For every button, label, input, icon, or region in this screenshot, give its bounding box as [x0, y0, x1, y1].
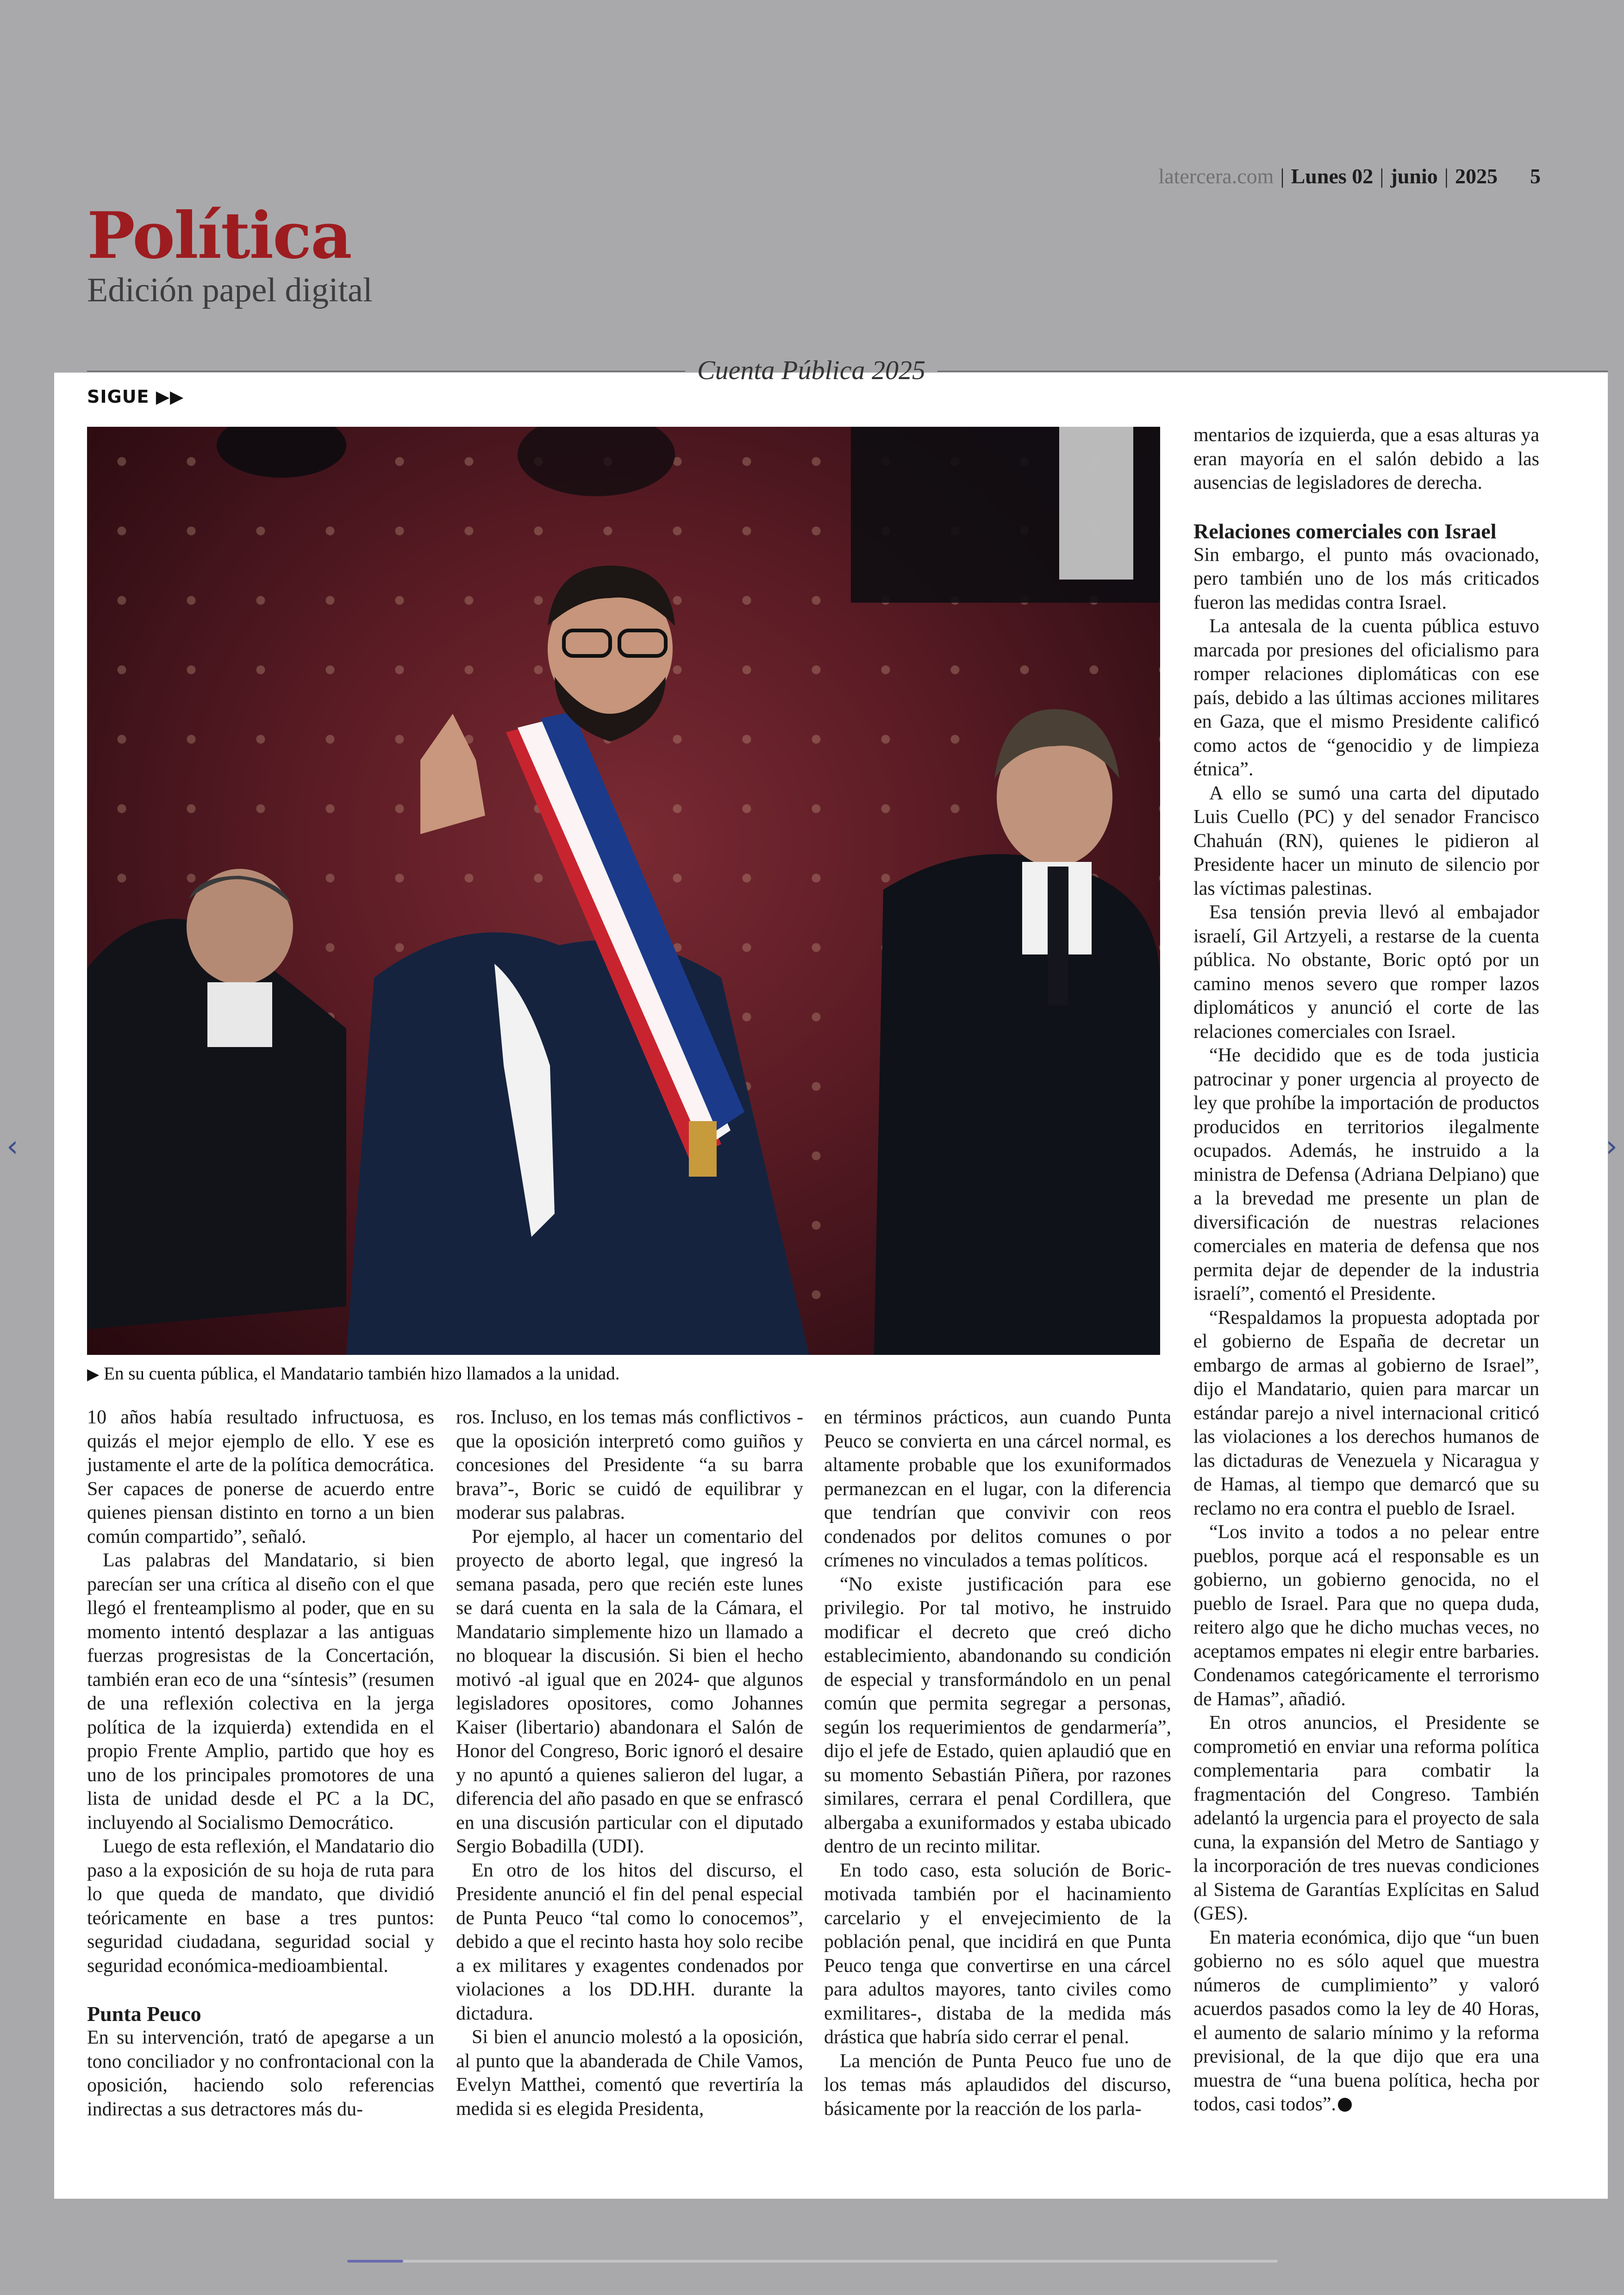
paragraph: en términos prácticos, aun cuando Punta Peuco se convierta en una cárcel normal, es altamente probable que los exuniformados permanezcan en el lugar, con la diferencia que tendrían que convivir con reos condenados por delitos comunes o por crímenes no vinculados a temas políticos. [824, 1407, 1171, 1571]
paragraph: En todo caso, esta solución de Boric-motivada también por el hacinamiento carcelario y el envejecimiento de la población penal, que incidirá en que Punta Peuco tenga que convertirse en una cárcel para adultos mayores, tanto civiles como exmilitares-, distaba de la medida más drástica que habría sido cerrar el penal. [824, 1859, 1171, 2048]
paragraph: “Respaldamos la propuesta adoptada por el gobierno de España de decretar un embargo de armas al gobierno de Israel”, dijo el Mandatario, quien para marcar un estándar parejo a nivel internacional criticó las violaciones a los derechos humanos de las dictaduras de Venezuela y Nicaragua y de Hamas, al tiempo que demarcó que su reclamo no era contra el pueblo de Israel. [1193, 1307, 1539, 1519]
paragraph: En otro de los hitos del discurso, el Presidente anunció el fin del penal especial de Punta Peuco “tal como lo conocemos”, debido a que el recinto hasta hoy solo recibe a ex militares y exagentes condenados por violaciones a los DD.HH. durante la dictadura. [456, 1859, 803, 2024]
paragraph: En otros anuncios, el Presidente se comprometió en enviar una reforma política complementaria para combatir la fragmentación del Congreso. También adelantó la urgencia para el proyecto de sala cuna, la expansión del Metro de Santiago y la incorporación de tres nuevas condiciones al Sistema de Garantías Explícitas en Salud (GES). [1193, 1712, 1539, 1924]
previous-page-button[interactable]: ‹ [6, 1129, 19, 1164]
photo-caption [87, 1363, 1160, 1384]
issue-month: junio [1390, 164, 1438, 188]
separator: | [1280, 164, 1285, 188]
section-title: Política [87, 198, 351, 273]
separator: | [1380, 164, 1384, 188]
paragraph [1193, 1926, 1539, 2117]
paragraph: Si bien el anuncio molestó a la oposición, al punto que la abanderada de Chile Vamos, Evelyn Matthei, comentó que revertiría la medida si es elegida Presidenta, [456, 2027, 803, 2120]
paragraph: En su intervención, trató de apegarse a un tono conciliador y no confrontacional con la oposición, haciendo solo referencias indirectas a sus detractores más du- [87, 2027, 434, 2120]
section-subtitle: Edición papel digital [87, 271, 373, 309]
paragraph: A ello se sumó una carta del diputado Luis Cuello (PC) y del senador Francisco Chahuán (RN), quienes le pidieron al Presidente hacer un minuto de silencio por las víctimas palestinas. [1193, 782, 1539, 899]
paragraph-text: En materia económica, dijo que “un buen gobierno no es sólo aquel que muestra números de cumplimiento” y valoró acuerdos pasados como la ley de 40 Horas, el aumento de salario mínimo y la reforma previsional, de la que dijo que era una muestra de “una buena política, hecha por todos, casi todos”. [1193, 1927, 1539, 2115]
paragraph: La mención de Punta Peuco fue uno de los temas más aplaudidos del discurso, básicamente por la reacción de los parla- [824, 2050, 1171, 2120]
spacer [87, 1978, 434, 2002]
site-name[interactable]: latercera.com [1158, 164, 1274, 188]
issue-header [1158, 160, 1541, 192]
subheading: Relaciones comerciales con Israel [1193, 519, 1497, 543]
issue-day: Lunes 02 [1291, 164, 1374, 188]
paragraph: “Los invito a todos a no pelear entre pueblos, porque acá el responsable es un gobierno, un gobierno genocida, no el pueblo de Israel. Para que no quepa duda, reitero algo que he dicho muchas veces, no aceptamos empates ni elegir entre barbaries. Condenamos categóricamente el terrorismo de Hamas”, añadió. [1193, 1522, 1539, 1710]
paragraph: ros. Incluso, en los temas más conflictivos -que la oposición interpretó como guiños y concesiones del Presidente “a su barra brava”-, Boric se cuidó de equilibrar y moderar sus palabras. [456, 1407, 803, 1523]
lead-photo [87, 427, 1160, 1355]
paragraph: mentarios de izquierda, que a esas alturas ya eran mayoría en el salón debido a las ausencias de legisladores de derecha. [1193, 424, 1539, 493]
page-number: 5 [1530, 164, 1541, 188]
paragraph: La antesala de la cuenta pública estuvo marcada por presiones del oficialismo para romper relaciones diplomáticas con ese país, debido a las últimas acciones militares en Gaza, que el mismo Presidente calificó como actos de “genocidio y de limpieza étnica”. [1193, 616, 1539, 780]
paragraph: “No existe justificación para ese privilegio. Por tal motivo, he instruido modificar el decreto que creó dicho establecimiento, abandonando su condición de especial y transformándolo en un penal común que permita segregar a personas, según los requerimientos de gendarmería”, dijo el jefe de Estado, quien aplaudió que en su momento Sebastián Piñera, por razones similares, cerrara el penal Cordillera, que albergaba a exuniformados y estaba ubicado dentro de un recinto militar. [824, 1573, 1171, 1857]
article-column-2 [456, 1406, 803, 2121]
caption-arrow-icon: ▶ [87, 1366, 100, 1383]
caption-text: En su cuenta pública, el Mandatario también hizo llamados a la unidad. [104, 1364, 620, 1384]
kicker-label: Cuenta Pública 2025 [685, 352, 937, 389]
issue-year: 2025 [1455, 164, 1498, 188]
paragraph: Luego de esta reflexión, el Mandatario dio paso a la exposición de su hoja de ruta para lo que queda de mandato, que dividió teóricamente en base a tres puntos: seguridad ciudadana, seguridad social y seguridad económica-medioambiental. [87, 1836, 434, 1977]
article-column-1 [87, 1406, 434, 2121]
photo-figures [87, 427, 1160, 1355]
paragraph: Las palabras del Mandatario, si bien parecían ser una crítica al diseño con el que llegó el frenteamplismo al poder, que en su momento intentó desplazar a las antiguas fuerzas progresistas de la Concertación, también eran eco de una “síntesis” (resumen de una reflexión colectiva en la jerga política de la izquierda) extendida en el propio Frente Amplio, partido que hoy es uno de los principales promotores de una lista de unidad desde el PC a la DC, incluyendo al Socialismo Democrático. [87, 1550, 434, 1834]
page-progress-bar[interactable] [347, 2260, 1278, 2263]
page-progress-fill [347, 2260, 403, 2263]
paragraph: “He decidido que es de toda justicia patrocinar y poner urgencia al proyecto de ley que prohíbe la importación de productos producidos en territorios ilegalmente ocupados. Además, he instruido a la ministra de Defensa (Adriana Delpiano) que a la brevedad me presente un plan de diversificación de nuestras relaciones comerciales en materia de defensa que nos permita dejar de depender de la industria israelí”, comentó el Presidente. [1193, 1045, 1539, 1304]
spacer [1193, 495, 1539, 519]
continued-label: SIGUE ▶▶ [87, 387, 184, 407]
subheading: Punta Peuco [87, 2002, 201, 2026]
paragraph: Esa tensión previa llevó al embajador israelí, Gil Artzyeli, a restarse de la cuenta pública. No obstante, Boric optó por un camino menos severo que romper lazos diplomáticos y anunció el corte de las relaciones comerciales con Israel. [1193, 902, 1539, 1042]
paragraph: 10 años había resultado infructuosa, es quizás el mejor ejemplo de ello. Y ese es justamente el arte de la política democrática. Ser capaces de ponerse de acuerdo entre quienes piensan distinto en torno a un bien común compartido”, señaló. [87, 1407, 434, 1547]
article-column-3 [824, 1406, 1171, 2121]
end-mark-icon [1338, 2098, 1352, 2112]
next-page-button[interactable]: › [1605, 1129, 1618, 1164]
article-column-4 [1193, 424, 1539, 2117]
separator: | [1444, 164, 1449, 188]
paragraph: Por ejemplo, al hacer un comentario del proyecto de aborto legal, que ingresó la semana pasada, pero que recién este lunes se dará cuenta en la sala de la Cámara, el Mandatario simplemente hizo un llamado a no bloquear la discusión. Si bien el hecho motivó -al igual que en 2024- que algunos legisladores opositores, como Johannes Kaiser (libertario) abandonara el Salón de Honor del Congreso, Boric ignoró el desaire y no apuntó a quienes salieron del lugar, a diferencia del año pasado en que se enfrascó en una discusión particular con el diputado Sergio Bobadilla (UDI). [456, 1526, 803, 1857]
paragraph: Sin embargo, el punto más ovacionado, pero también uno de los más criticados fueron las medidas contra Israel. [1193, 544, 1539, 613]
